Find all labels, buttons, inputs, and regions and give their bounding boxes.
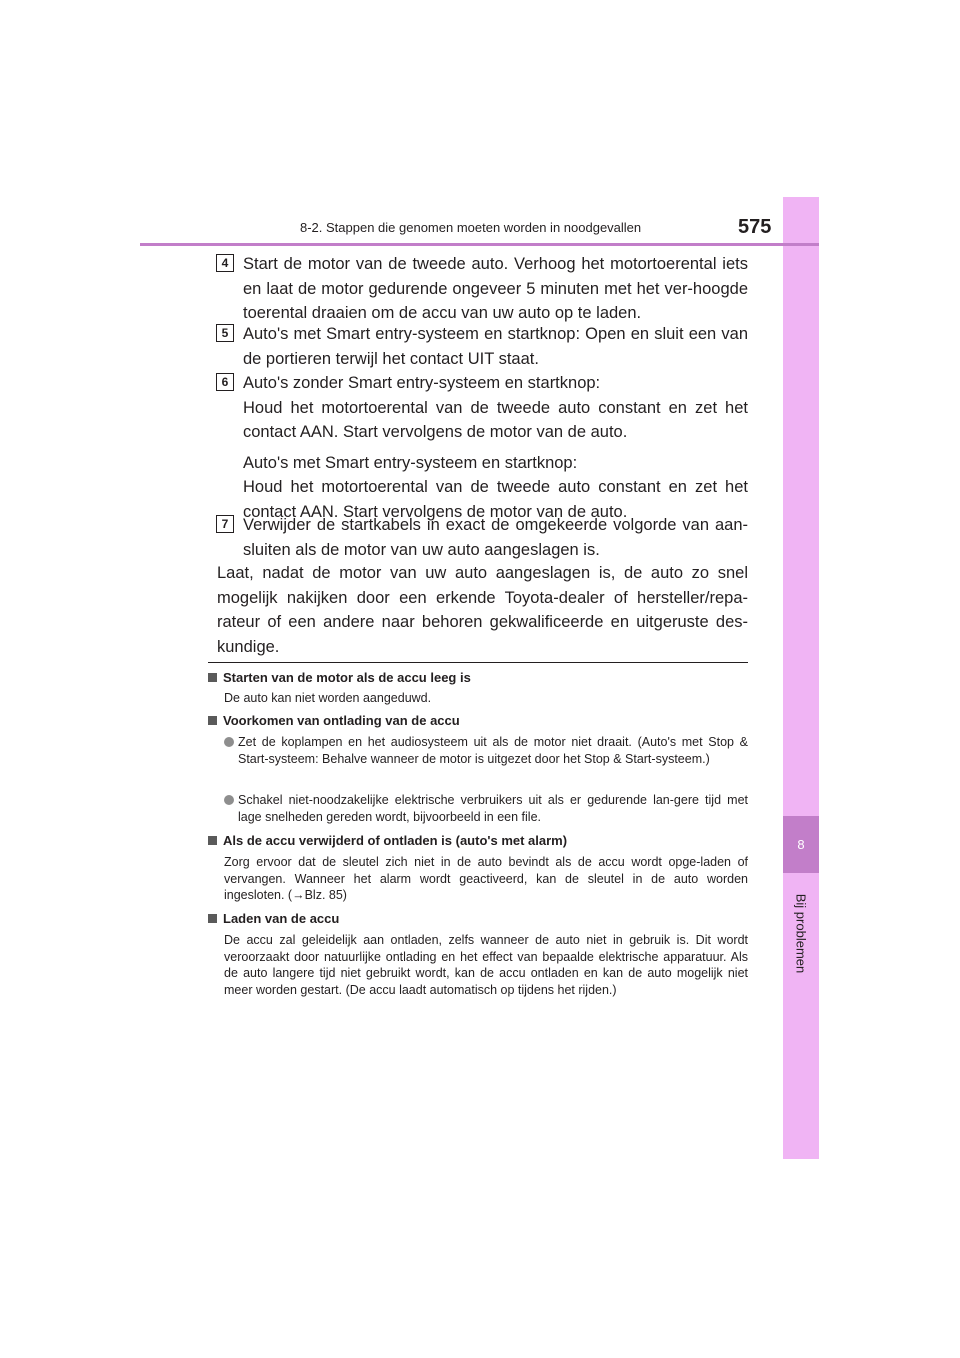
note-heading-3 — [208, 833, 567, 848]
section-title: 8-2. Stappen die genomen moeten worden in noodgevallen — [300, 220, 642, 235]
closing-paragraph: Laat, nadat de motor van uw auto aangeslagen is, de auto zo snel mogelijk nakijken door een erkende Toyota-dealer of hersteller/repa-rateur of een andere naar behoren gekwalificeerde en uitgeruste des-kundige. — [217, 564, 748, 656]
page-number: 575 — [738, 216, 772, 238]
circle-bullet-icon — [224, 737, 234, 747]
chapter-label-box — [783, 878, 819, 988]
step-6-title-b: Auto's met Smart entry-systeem en startknop: — [243, 453, 578, 472]
step-5 — [243, 322, 748, 371]
note-text-4: De accu zal geleidelijk aan ontladen, zelfs wanneer de auto niet in gebruik is. Dit wordt veroorzaakt door natuurlijke ontlading en het effect van bepaalde elektrische apparatuur. Als de auto langere tijd niet gebruikt wordt, kan de accu ontladen en kan de auto mogelijk niet meer worden gestart. (De accu laadt automatisch op tijdens het rijden.) — [224, 933, 748, 997]
list-item — [224, 734, 748, 767]
chapter-label: Bij problemen — [793, 893, 809, 973]
note-heading-1-text: Starten van de motor als de accu leeg is — [223, 670, 471, 685]
square-bullet-icon — [208, 673, 217, 682]
step-5-text: Auto's met Smart entry-systeem en startknop: Open en sluit een van de portieren terwijl het contact UIT staat. — [243, 325, 748, 368]
square-bullet-icon — [208, 836, 217, 845]
square-bullet-icon — [208, 716, 217, 725]
step-6-title-a: Auto's zonder Smart entry-systeem en startknop: — [243, 374, 601, 392]
bullet-text-2: Schakel niet-noodzakelijke elektrische verbruikers uit als er gedurende lan-gere tijd met lage snelheden gereden wordt, bijvoorbeeld in een file. — [238, 793, 748, 824]
note-heading-1 — [208, 670, 471, 685]
list-item — [224, 792, 748, 825]
note-text-3: Zorg ervoor dat de sleutel zich niet in de auto bevindt als de accu wordt opge-laden of vervangen. Wanneer het alarm wordt geactiveerd, kan de sleutel in de auto worden ingesloten. (→Blz. 85) — [224, 855, 748, 902]
step-7-text: Verwijder de startkabels in exact de omgekeerde volgorde van aan-sluiten als de motor van uw auto aangeslagen is. — [243, 516, 748, 559]
note-heading-2 — [208, 713, 460, 728]
step-7 — [243, 513, 748, 562]
note-heading-3-text: Als de accu verwijderd of ontladen is (auto's met alarm) — [223, 833, 568, 848]
step-number-6: 6 — [216, 373, 234, 391]
step-number-5: 5 — [216, 324, 234, 342]
step-6-body-b: Houd het motortoerental van de tweede auto constant en zet het contact AAN. Start vervolgens de motor van de auto. — [243, 478, 748, 521]
note-text-1: De auto kan niet worden aangeduwd. — [224, 691, 432, 705]
step-4-text: Start de motor van de tweede auto. Verhoog het motortoerental iets en laat de motor gedurende ongeveer 5 minuten met het ver-hoogde toerental draaien om de accu van uw auto op te laden. — [243, 255, 748, 322]
step-4 — [243, 252, 748, 326]
square-bullet-icon — [208, 914, 217, 923]
note-heading-4-text: Laden van de accu — [223, 911, 340, 926]
step-number-4: 4 — [216, 254, 234, 272]
bullet-text-1: Zet de koplampen en het audiosysteem uit als de motor niet draait. (Auto's met Stop & Start-systeem: Behalve wanneer de motor is uitgezet door het Stop & Start-systeem.) — [238, 735, 748, 766]
chapter-side-tab — [783, 197, 819, 1159]
chapter-number: 8 — [783, 816, 819, 873]
notes-divider — [208, 662, 748, 663]
step-6 — [243, 371, 748, 524]
note-heading-4 — [208, 911, 339, 926]
step-6-body-a: Houd het motortoerental van de tweede auto constant en zet het contact AAN. Start vervolgens de motor van de auto. — [243, 398, 748, 441]
step-number-7: 7 — [216, 515, 234, 533]
header-divider — [140, 243, 819, 246]
note-heading-2-text: Voorkomen van ontlading van de accu — [223, 713, 460, 728]
circle-bullet-icon — [224, 795, 234, 805]
